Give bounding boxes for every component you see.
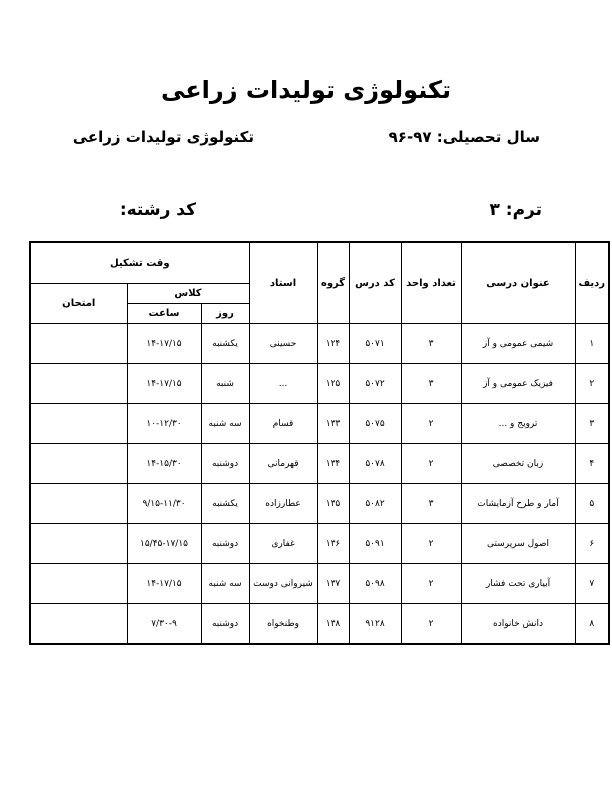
- table-row: [30, 324, 609, 364]
- cell-exam: [30, 364, 127, 404]
- cell-teacher: ...: [249, 364, 317, 404]
- cell-group: ۱۳۸: [317, 604, 349, 645]
- cell-group: ۱۲۵: [317, 364, 349, 404]
- cell-course-title: زبان تخصصی: [461, 444, 575, 484]
- cell-course-title: شیمی عمومی و آز: [461, 324, 575, 364]
- cell-day: شنبه: [201, 364, 249, 404]
- cell-group: ۱۳۶: [317, 524, 349, 564]
- header-course-title: عنوان درسی: [461, 242, 575, 324]
- page-title: تکنولوژی تولیدات زراعی: [160, 76, 451, 104]
- cell-hour: ۱۴-۱۷/۱۵: [127, 564, 201, 604]
- table-row: [30, 364, 609, 404]
- cell-units: ۳: [401, 364, 461, 404]
- cell-course-code: ۵۰۷۵: [349, 404, 401, 444]
- cell-row-no: ۵: [575, 484, 609, 524]
- cell-course-code: ۵۰۷۲: [349, 364, 401, 404]
- cell-day: سه شنبه: [201, 404, 249, 444]
- cell-hour: ۹/۱۵-۱۱/۳۰: [127, 484, 201, 524]
- cell-teacher: قهرمانی: [249, 444, 317, 484]
- cell-day: دوشنبه: [201, 524, 249, 564]
- cell-course-title: دانش خانواده: [461, 604, 575, 645]
- field-code-label: کد رشته:: [119, 200, 196, 220]
- cell-units: ۲: [401, 564, 461, 604]
- cell-exam: [30, 564, 127, 604]
- cell-teacher: حسینی: [249, 324, 317, 364]
- header-row-no: ردیف: [575, 242, 609, 324]
- cell-row-no: ۱: [575, 324, 609, 364]
- table-row: [30, 564, 609, 604]
- cell-teacher: غفاری: [249, 524, 317, 564]
- term-label: ترم: ۳: [489, 200, 542, 220]
- cell-exam: [30, 524, 127, 564]
- cell-units: ۳: [401, 484, 461, 524]
- cell-exam: [30, 604, 127, 645]
- cell-row-no: ۴: [575, 444, 609, 484]
- cell-day: یکشنبه: [201, 324, 249, 364]
- cell-teacher: وطنخواه: [249, 604, 317, 645]
- cell-units: ۲: [401, 604, 461, 645]
- cell-course-title: آمار و طرح آزمایشات: [461, 484, 575, 524]
- cell-hour: ۷/۳۰-۹: [127, 604, 201, 645]
- cell-course-code: ۹۱۲۸: [349, 604, 401, 645]
- cell-units: ۲: [401, 404, 461, 444]
- table-row: [30, 404, 609, 444]
- table-row: [30, 484, 609, 524]
- cell-row-no: ۶: [575, 524, 609, 564]
- cell-course-title: فیزیک عمومی و آز: [461, 364, 575, 404]
- cell-course-code: ۵۰۷۱: [349, 324, 401, 364]
- cell-course-title: اصول سرپرستی: [461, 524, 575, 564]
- academic-year: سال تحصیلی: ۹۷-۹۶: [388, 128, 540, 146]
- header-hour: ساعت: [127, 304, 201, 324]
- cell-course-title: ترویج و ...: [461, 404, 575, 444]
- header-units: تعداد واحد: [401, 242, 461, 324]
- cell-day: یکشنبه: [201, 484, 249, 524]
- field-subtitle: تکنولوژی تولیدات زراعی: [72, 128, 254, 146]
- cell-group: ۱۳۷: [317, 564, 349, 604]
- cell-units: ۳: [401, 324, 461, 364]
- cell-hour: ۱۴-۱۷/۱۵: [127, 364, 201, 404]
- cell-hour: ۱۵/۴۵-۱۷/۱۵: [127, 524, 201, 564]
- cell-day: دوشنبه: [201, 444, 249, 484]
- header-course-code: کد درس: [349, 242, 401, 324]
- cell-group: ۱۳۵: [317, 484, 349, 524]
- table-row: [30, 524, 609, 564]
- cell-day: دوشنبه: [201, 604, 249, 645]
- cell-course-code: ۵۰۷۸: [349, 444, 401, 484]
- cell-teacher: قسام: [249, 404, 317, 444]
- cell-row-no: ۲: [575, 364, 609, 404]
- header-schedule: وقت تشکیل: [30, 242, 249, 284]
- cell-course-code: ۵۰۸۲: [349, 484, 401, 524]
- cell-group: ۱۳۴: [317, 444, 349, 484]
- cell-exam: [30, 444, 127, 484]
- cell-units: ۲: [401, 444, 461, 484]
- cell-course-code: ۵۰۹۱: [349, 524, 401, 564]
- cell-teacher: شیروانی دوست: [249, 564, 317, 604]
- cell-day: سه شنبه: [201, 564, 249, 604]
- cell-exam: [30, 484, 127, 524]
- cell-hour: ۱۰-۱۲/۳۰: [127, 404, 201, 444]
- cell-row-no: ۷: [575, 564, 609, 604]
- cell-hour: ۱۴-۱۵/۳۰: [127, 444, 201, 484]
- cell-course-code: ۵۰۹۸: [349, 564, 401, 604]
- header-group: گروه: [317, 242, 349, 324]
- cell-exam: [30, 324, 127, 364]
- header-exam: امتحان: [30, 284, 127, 324]
- cell-hour: ۱۴-۱۷/۱۵: [127, 324, 201, 364]
- header-teacher: استاد: [249, 242, 317, 324]
- table-row: [30, 444, 609, 484]
- header-class: کلاس: [127, 284, 249, 304]
- header-day: روز: [201, 304, 249, 324]
- cell-row-no: ۳: [575, 404, 609, 444]
- cell-course-title: آبیاری تحت فشار: [461, 564, 575, 604]
- cell-group: ۱۳۳: [317, 404, 349, 444]
- cell-units: ۲: [401, 524, 461, 564]
- cell-group: ۱۲۴: [317, 324, 349, 364]
- cell-teacher: عطارزاده: [249, 484, 317, 524]
- cell-exam: [30, 404, 127, 444]
- schedule-table: [29, 241, 610, 645]
- table-row: [30, 604, 609, 645]
- cell-row-no: ۸: [575, 604, 609, 645]
